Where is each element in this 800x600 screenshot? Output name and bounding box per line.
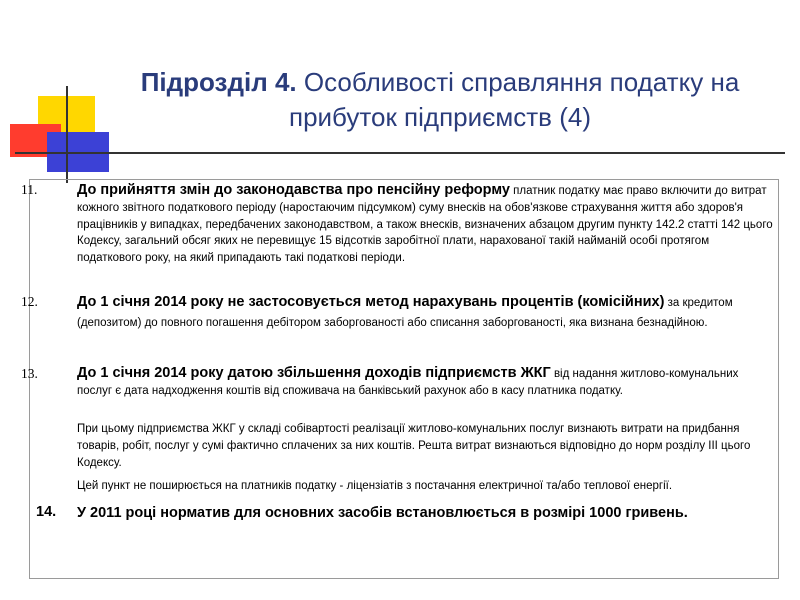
item-number-12: 12. xyxy=(21,294,38,309)
item-14-lead: У 2011 році норматив для основних засобів встановлюється в розмірі 1000 гривень. xyxy=(77,505,688,521)
item-13-lead: До 1 січня 2014 року датою збільшення доходів підприємств ЖКГ xyxy=(77,365,551,381)
item-number-11: 11. xyxy=(21,182,38,197)
slide-title xyxy=(120,65,760,135)
vertical-divider xyxy=(66,86,68,183)
item-number-13: 13. xyxy=(21,366,38,381)
item-13-paragraph-1: При цьому підприємства ЖКГ у складі собівартості реалізації житлово-комунальних послуг визнають витрати на придбання товарів, робіт, послуг у сумі фактично сплачених за них коштів. Решта витрат визнаються відповідно до норм розділу ІІІ цього Кодексу. xyxy=(77,423,751,469)
item-13-text: від надання житлово-комунальних послуг є дата надходження коштів від споживача на банківський рахунок або в касу платника податку. xyxy=(77,368,739,397)
item-14 xyxy=(77,503,757,524)
item-12-text: за кредитом (депозитом) до повного погашення дебітором заборгованості або списання заборгованості, яка визнана безнадійною. xyxy=(77,297,733,329)
item-13 xyxy=(77,365,749,400)
title-underline xyxy=(15,152,785,154)
title-bold: Підрозділ 4. xyxy=(140,67,297,97)
item-11-text: платник податку має право включити до витрат кожного звітного податкового періоду (наростаючим підсумком) суму внесків на обов'язкове страхування життя або здоров'я працівників у випадках, передбачених законодавством, а також внесків, визначених абзацом другим пункту 142.2 статті 142 цього Кодексу, загальний обсяг яких не перевищує 15 відсотків заробітної плати, нарахованої такій найманій особі протягом податкового року, на який припадають такі податкові періоди. xyxy=(77,185,773,265)
item-11-lead: До прийняття змін до законодавства про пенсійну реформу xyxy=(77,182,510,198)
title-rest: Особливості справляння податку на прибуток підприємств (4) xyxy=(288,67,740,132)
item-12-lead: До 1 січня 2014 року не застосовується метод нарахувань процентів (комісійних) xyxy=(77,294,665,310)
item-12 xyxy=(77,292,755,333)
item-11 xyxy=(77,182,773,267)
item-13-paragraph-2: Цей пункт не поширюється на платників податку - ліцензіатів з постачання електричної та/або теплової енергії. xyxy=(77,480,673,492)
item-number-14: 14. xyxy=(36,504,57,520)
